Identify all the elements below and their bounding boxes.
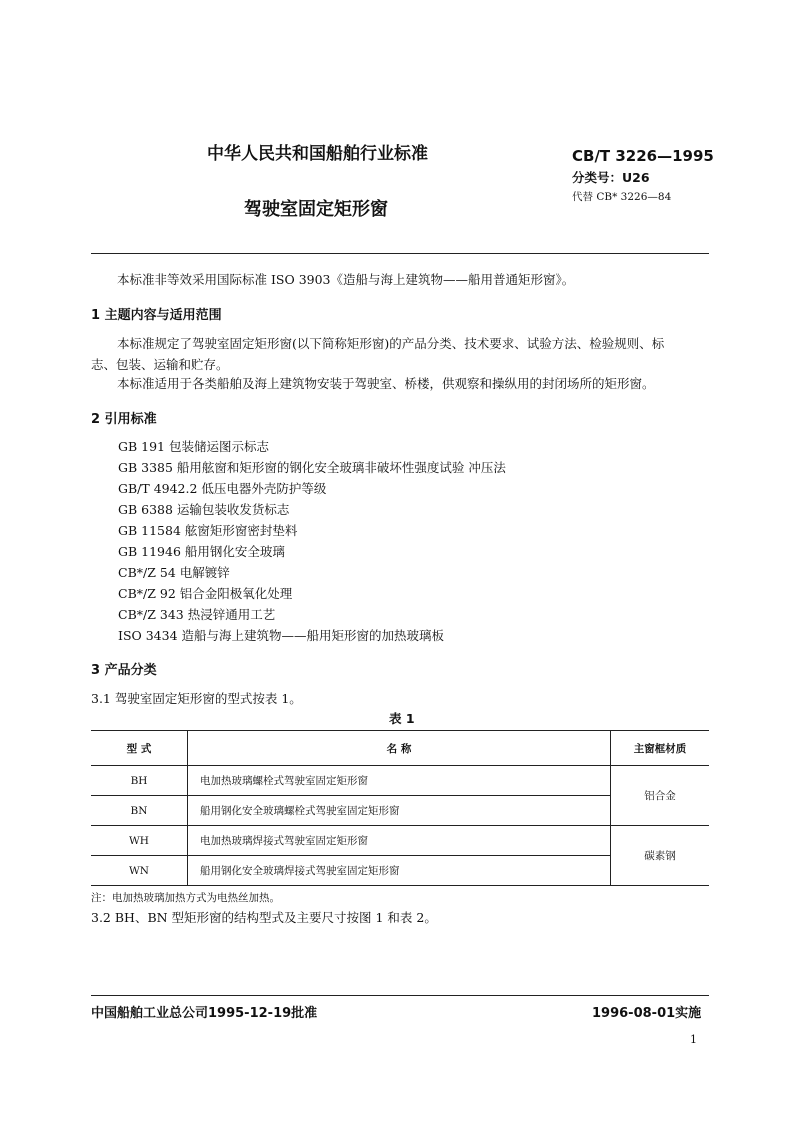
reference-item: CB*/Z 343 热浸锌通用工艺	[118, 607, 276, 622]
cell-material: 铝合金	[611, 766, 710, 826]
section-1-heading: 1 主题内容与适用范围	[91, 308, 222, 323]
table-note: 注：电加热玻璃加热方式为电热丝加热。	[91, 892, 280, 904]
document-title: 驾驶室固定矩形窗	[244, 199, 388, 220]
clause-3-1: 3.1 驾驶室固定矩形窗的型式按表 1。	[91, 691, 302, 706]
reference-item: GB/T 4942.2 低压电器外壳防护等级	[118, 481, 327, 496]
standard-code: CB/T 3226—1995	[572, 147, 714, 165]
clause-3-2: 3.2 BH、BN 型矩形窗的结构型式及主要尺寸按图 1 和表 2。	[91, 910, 437, 925]
cell-material: 碳素钢	[611, 826, 710, 886]
product-type-table	[91, 730, 709, 886]
header-type: 型 式	[91, 731, 188, 766]
header-name: 名 称	[188, 731, 611, 766]
reference-item: GB 11946 船用钢化安全玻璃	[118, 544, 285, 559]
reference-item: ISO 3434 造船与海上建筑物——船用矩形窗的加热玻璃板	[118, 628, 445, 643]
cell-type: BN	[91, 796, 188, 826]
reference-item: CB*/Z 92 铝合金阳极氧化处理	[118, 586, 293, 601]
table-row	[91, 826, 709, 856]
reference-item: CB*/Z 54 电解镀锌	[118, 565, 230, 580]
page-number: 1	[690, 1033, 697, 1046]
intro-paragraph: 本标准非等效采用国际标准 ISO 3903《造船与海上建筑物——船用普通矩形窗》。	[117, 272, 575, 287]
reference-item: GB 6388 运输包装收发货标志	[118, 502, 290, 517]
cell-type: WN	[91, 856, 188, 886]
reference-item: GB 191 包装储运图示标志	[118, 439, 269, 454]
standard-title: 中华人民共和国船舶行业标准	[207, 144, 428, 164]
table-header-row	[91, 731, 709, 766]
section-1-paragraph-2: 本标准适用于各类船舶及海上建筑物安装于驾驶室、桥楼，供观察和操纵用的封闭场所的矩形窗。	[117, 376, 655, 391]
table-row	[91, 766, 709, 796]
cell-name: 电加热玻璃螺栓式驾驶室固定矩形窗	[188, 766, 611, 796]
reference-item: GB 3385 船用舷窗和矩形窗的钢化安全玻璃非破坏性强度试验 冲压法	[118, 460, 506, 475]
replaces-standard: 代替 CB* 3226—84	[572, 191, 672, 203]
table-caption: 表 1	[389, 711, 415, 726]
cell-name: 电加热玻璃焊接式驾驶室固定矩形窗	[188, 826, 611, 856]
effective-date: 1996-08-01实施	[592, 1006, 702, 1021]
section-1-paragraph-1-line-2: 志、包装、运输和贮存。	[91, 357, 229, 372]
section-2-heading: 2 引用标准	[91, 412, 157, 427]
cell-name: 船用钢化安全玻璃焊接式驾驶室固定矩形窗	[188, 856, 611, 886]
footer-rule	[91, 995, 709, 996]
cell-type: BH	[91, 766, 188, 796]
section-1-paragraph-1-line-1: 本标准规定了驾驶室固定矩形窗(以下简称矩形窗)的产品分类、技术要求、试验方法、检验规则、标	[117, 336, 665, 351]
header-rule	[91, 253, 709, 254]
cell-name: 船用钢化安全玻璃螺栓式驾驶室固定矩形窗	[188, 796, 611, 826]
section-3-heading: 3 产品分类	[91, 663, 157, 678]
reference-item: GB 11584 舷窗矩形窗密封垫料	[118, 523, 298, 538]
header-material: 主窗框材质	[611, 731, 710, 766]
approval-line: 中国船舶工业总公司1995-12-19批准	[91, 1006, 318, 1021]
cell-type: WH	[91, 826, 188, 856]
classification-number: 分类号：U26	[572, 170, 650, 185]
